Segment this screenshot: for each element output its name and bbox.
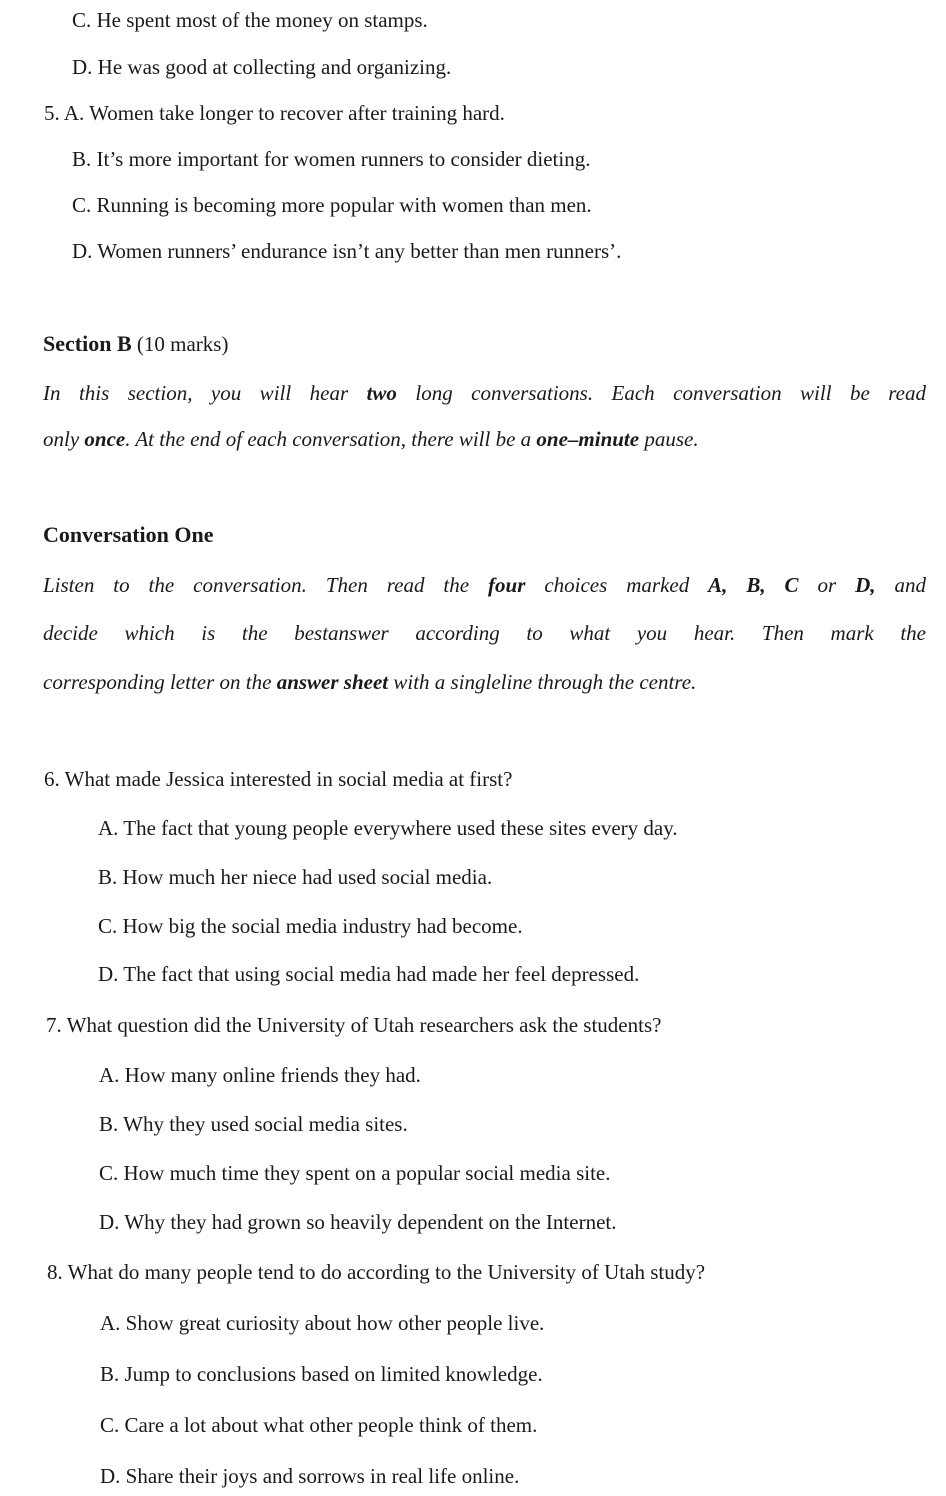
instr-text: or (798, 573, 856, 597)
instr-text: Listen to the conversation. Then read the (43, 573, 489, 597)
instr-emph: A, B, C (708, 573, 799, 597)
section-b-instruction-line1 (43, 381, 926, 406)
option-7d: D. Why they had grown so heavily dependent on the Internet. (99, 1210, 617, 1234)
question-8: 8. What do many people tend to do according to the University of Utah study? (47, 1260, 706, 1284)
option-6b: B. How much her niece had used social media. (98, 865, 493, 889)
option-8c: C. Care a lot about what other people think of them. (100, 1413, 538, 1437)
option-4c: C. He spent most of the money on stamps. (72, 8, 428, 32)
instr-text: . At the end of each conversation, there will be a (125, 427, 537, 451)
option-7b: B. Why they used social media sites. (99, 1112, 408, 1136)
instr-emph: one–minute (536, 427, 640, 451)
instr-text: corresponding letter on the (43, 670, 277, 694)
section-b-heading (43, 331, 228, 357)
instr-text: long conversations. Each conversation will be read (396, 381, 926, 405)
option-5d: D. Women runners’ endurance isn’t any better than men runners’. (72, 239, 622, 263)
instr-emph: D, (855, 573, 876, 597)
instr-emph: two (366, 381, 397, 405)
option-7a: A. How many online friends they had. (99, 1063, 421, 1087)
section-b-title: Section B (43, 331, 132, 356)
option-6d: D. The fact that using social media had made her feel depressed. (98, 962, 640, 986)
instr-text: pause. (639, 427, 699, 451)
conversation-one-title: Conversation One (43, 522, 214, 547)
instr-text: In this section, you will hear (43, 381, 367, 405)
option-5c: C. Running is becoming more popular with women than men. (72, 193, 592, 217)
option-6a: A. The fact that young people everywhere used these sites every day. (98, 816, 678, 840)
option-6c: C. How big the social media industry had become. (98, 914, 523, 938)
instr-text: and (875, 573, 926, 597)
option-5b: B. It’s more important for women runners to consider dieting. (72, 147, 591, 171)
section-b-instruction-line2 (43, 427, 699, 452)
option-4d: D. He was good at collecting and organizing. (72, 55, 452, 79)
option-5a: 5. A. Women take longer to recover after training hard. (44, 101, 505, 125)
question-7: 7. What question did the University of Utah researchers ask the students? (46, 1013, 662, 1037)
option-7c: C. How much time they spent on a popular social media site. (99, 1161, 611, 1185)
option-8b: B. Jump to conclusions based on limited knowledge. (100, 1362, 543, 1386)
conversation-instruction-line3 (43, 670, 696, 695)
instr-text: choices marked (525, 573, 709, 597)
instr-emph: once (84, 427, 126, 451)
instr-emph: answer sheet (276, 670, 389, 694)
question-6: 6. What made Jessica interested in social media at first? (44, 767, 513, 791)
instr-emph: four (488, 573, 526, 597)
conversation-instruction-line2: decide which is the bestanswer according to what you hear. Then mark the (43, 621, 926, 645)
section-b-marks: (10 marks) (131, 332, 229, 356)
instr-text: with a singleline through the centre. (388, 670, 697, 694)
conversation-instruction-line1 (43, 573, 926, 598)
option-8d: D. Share their joys and sorrows in real life online. (100, 1464, 520, 1488)
instr-text: only (43, 427, 85, 451)
option-8a: A. Show great curiosity about how other people live. (100, 1311, 545, 1335)
